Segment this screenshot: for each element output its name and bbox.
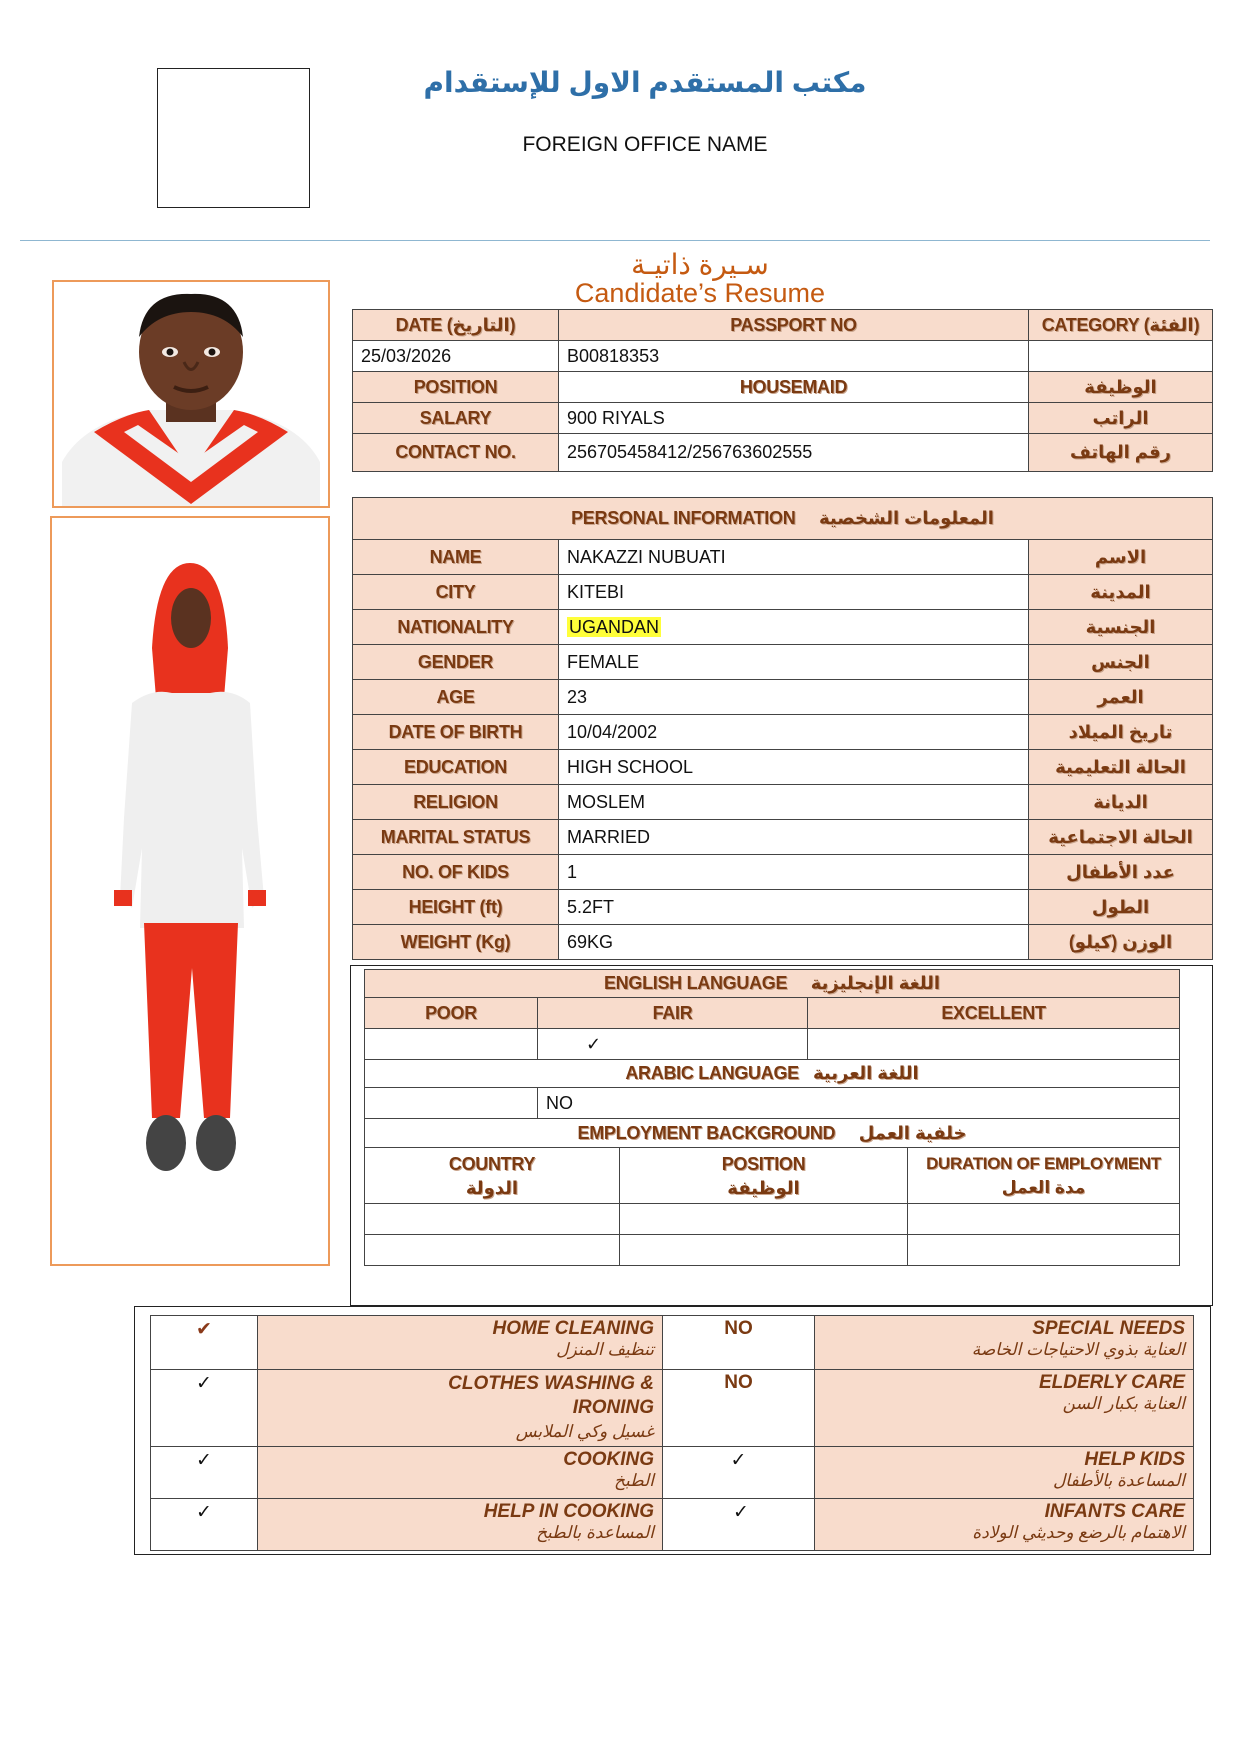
arabic-language-heading-en: ARABIC LANGUAGE	[625, 1063, 799, 1083]
personal-info-table	[352, 497, 1213, 960]
date-header: DATE (التاريخ)	[353, 310, 559, 341]
personal-info-heading-en: PERSONAL INFORMATION	[571, 508, 796, 528]
country-header	[365, 1148, 620, 1204]
help-kids-ar: المساعدة بالأطفال	[1052, 1471, 1185, 1490]
employment-heading-en: EMPLOYMENT BACKGROUND	[577, 1122, 836, 1143]
weight-label-ar: الوزن (كيلو)	[1029, 925, 1213, 960]
office-name-english: FOREIGN OFFICE NAME	[522, 133, 768, 156]
cooking-en: COOKING	[563, 1449, 654, 1470]
emp-country-cell	[365, 1235, 620, 1266]
emp-duration-cell	[908, 1204, 1180, 1235]
resume-title-english: Candidate’s Resume	[574, 278, 826, 308]
employment-heading	[365, 1119, 1180, 1148]
marital-status-label: MARITAL STATUS	[353, 820, 559, 855]
elderly-care-en: ELDERLY CARE	[1038, 1372, 1185, 1393]
dob-label: DATE OF BIRTH	[353, 715, 559, 750]
special-needs-mark: NO	[663, 1316, 815, 1370]
table-row	[353, 715, 1213, 750]
help-cooking-ar: المساعدة بالطبخ	[536, 1523, 654, 1542]
table-row	[353, 890, 1213, 925]
contact-label-ar: رقم الهاتف	[1029, 434, 1213, 472]
arabic-language-empty	[365, 1088, 538, 1119]
education-label-ar: الحالة التعليمية	[1029, 750, 1213, 785]
name-label: NAME	[353, 540, 559, 575]
help-cooking-mark: ✓	[151, 1499, 258, 1551]
weight-value: 69KG	[559, 925, 1029, 960]
age-label: AGE	[353, 680, 559, 715]
clothes-washing-label	[258, 1370, 663, 1447]
city-label-ar: المدينة	[1029, 575, 1213, 610]
infants-care-mark: ✓	[663, 1499, 815, 1551]
country-header-ar: الدولة	[465, 1177, 519, 1198]
dob-label-ar: تاريخ الميلاد	[1029, 715, 1213, 750]
date-value: 25/03/2026	[353, 341, 559, 372]
home-cleaning-mark: ✔	[151, 1316, 258, 1370]
height-label: HEIGHT (ft)	[353, 890, 559, 925]
elderly-care-mark: NO	[663, 1370, 815, 1447]
table-row	[353, 820, 1213, 855]
education-value: HIGH SCHOOL	[559, 750, 1029, 785]
education-label: EDUCATION	[353, 750, 559, 785]
fair-mark: ✓	[538, 1029, 808, 1060]
country-header-en: COUNTRY	[448, 1153, 536, 1174]
summary-table	[352, 309, 1213, 472]
full-body-photo	[50, 516, 330, 1266]
table-row	[365, 1235, 1180, 1266]
nationality-label-ar: الجنسية	[1029, 610, 1213, 645]
elderly-care-ar: العناية بكبار السن	[1062, 1394, 1185, 1413]
religion-value: MOSLEM	[559, 785, 1029, 820]
help-kids-en: HELP KIDS	[1084, 1449, 1185, 1470]
table-row	[353, 645, 1213, 680]
religion-label-ar: الديانة	[1029, 785, 1213, 820]
age-value: 23	[559, 680, 1029, 715]
infants-care-ar: الاهتمام بالرضع وحديثي الولادة	[972, 1523, 1185, 1542]
city-label: CITY	[353, 575, 559, 610]
fair-label: FAIR	[538, 998, 808, 1029]
age-label-ar: العمر	[1029, 680, 1213, 715]
portrait-photo-illustration	[54, 282, 328, 506]
emp-position-cell	[620, 1204, 908, 1235]
kids-label: NO. OF KIDS	[353, 855, 559, 890]
category-header: CATEGORY (الفئة)	[1029, 310, 1213, 341]
marital-status-value: MARRIED	[559, 820, 1029, 855]
clothes-washing-en: CLOTHES WASHING & IRONING	[448, 1373, 654, 1418]
emp-country-cell	[365, 1204, 620, 1235]
employment-heading-ar: خلفية العمل	[858, 1122, 967, 1143]
table-row	[353, 610, 1213, 645]
home-cleaning-en: HOME CLEANING	[492, 1318, 654, 1339]
name-label-ar: الاسم	[1029, 540, 1213, 575]
arabic-language-heading-ar: اللغة العربية	[812, 1063, 919, 1083]
height-label-ar: الطول	[1029, 890, 1213, 925]
height-value: 5.2FT	[559, 890, 1029, 925]
table-row	[353, 855, 1213, 890]
table-row	[151, 1316, 1194, 1370]
english-language-heading	[365, 970, 1180, 998]
emp-position-cell	[620, 1235, 908, 1266]
help-cooking-en: HELP IN COOKING	[483, 1501, 654, 1522]
skills-table	[150, 1315, 1194, 1551]
arabic-language-value: NO	[538, 1088, 1180, 1119]
dob-value: 10/04/2002	[559, 715, 1029, 750]
help-cooking-label	[258, 1499, 663, 1551]
duration-header	[908, 1148, 1180, 1204]
english-language-heading-ar: اللغة الإنجليزية	[810, 973, 941, 993]
emp-position-header	[620, 1148, 908, 1204]
name-value: NAKAZZI NUBUATI	[559, 540, 1029, 575]
table-row	[353, 750, 1213, 785]
duration-header-en: DURATION OF EMPLOYMENT	[926, 1153, 1161, 1173]
passport-value: B00818353	[559, 341, 1029, 372]
elderly-care-label	[815, 1370, 1194, 1447]
category-value	[1029, 341, 1213, 372]
duration-header-ar: مدة العمل	[1001, 1177, 1086, 1197]
personal-info-heading-ar: المعلومات الشخصية	[818, 508, 994, 528]
passport-header: PASSPORT NO	[559, 310, 1029, 341]
cooking-label	[258, 1447, 663, 1499]
emp-position-header-en: POSITION	[721, 1153, 806, 1174]
help-kids-label	[815, 1447, 1194, 1499]
cooking-mark: ✓	[151, 1447, 258, 1499]
infants-care-label	[815, 1499, 1194, 1551]
table-row	[353, 540, 1213, 575]
gender-label-ar: الجنس	[1029, 645, 1213, 680]
english-language-heading-en: ENGLISH LANGUAGE	[603, 973, 788, 993]
help-kids-mark: ✓	[663, 1447, 815, 1499]
clothes-washing-mark: ✓	[151, 1370, 258, 1447]
special-needs-ar: العناية بذوي الاحتياجات الخاصة	[971, 1340, 1185, 1359]
nationality-value: UGANDAN	[569, 616, 660, 637]
resume-title-arabic: سـيرة ذاتيـة	[631, 249, 769, 280]
home-cleaning-ar: تنظيف المنزل	[556, 1340, 654, 1359]
contact-value: 256705458412/256763602555	[559, 434, 1029, 472]
portrait-photo	[52, 280, 330, 508]
kids-label-ar: عدد الأطفال	[1029, 855, 1213, 890]
weight-label: WEIGHT (Kg)	[353, 925, 559, 960]
kids-value: 1	[559, 855, 1029, 890]
language-table	[364, 969, 1180, 1266]
excellent-mark	[808, 1029, 1180, 1060]
nationality-cell	[559, 610, 1029, 645]
position-label-ar: الوظيفة	[1029, 372, 1213, 403]
special-needs-label	[815, 1316, 1194, 1370]
table-row	[151, 1447, 1194, 1499]
table-row	[353, 925, 1213, 960]
position-value: HOUSEMAID	[559, 372, 1029, 403]
excellent-label: EXCELLENT	[808, 998, 1180, 1029]
emp-duration-cell	[908, 1235, 1180, 1266]
cooking-ar: الطبخ	[614, 1471, 654, 1490]
table-row	[353, 680, 1213, 715]
position-label: POSITION	[353, 372, 559, 403]
city-value: KITEBI	[559, 575, 1029, 610]
table-row	[151, 1499, 1194, 1551]
special-needs-en: SPECIAL NEEDS	[1032, 1318, 1185, 1339]
table-row	[365, 1204, 1180, 1235]
nationality-label: NATIONALITY	[353, 610, 559, 645]
office-name-arabic: مكتب المستقدم الاول للإستقدام	[423, 67, 867, 98]
marital-status-label-ar: الحالة الاجتماعية	[1029, 820, 1213, 855]
table-row	[151, 1370, 1194, 1447]
gender-value: FEMALE	[559, 645, 1029, 680]
contact-label: CONTACT NO.	[353, 434, 559, 472]
poor-mark	[365, 1029, 538, 1060]
clothes-washing-ar: غسيل وكي الملابس	[515, 1422, 654, 1441]
table-row	[353, 575, 1213, 610]
full-body-photo-illustration	[52, 518, 328, 1264]
salary-value: 900 RIYALS	[559, 403, 1029, 434]
personal-info-heading	[353, 498, 1213, 540]
emp-position-header-ar: الوظيفة	[727, 1177, 800, 1198]
table-row	[353, 785, 1213, 820]
header-divider	[20, 240, 1210, 241]
salary-label-ar: الراتب	[1029, 403, 1213, 434]
infants-care-en: INFANTS CARE	[1044, 1501, 1185, 1522]
poor-label: POOR	[365, 998, 538, 1029]
salary-label: SALARY	[353, 403, 559, 434]
religion-label: RELIGION	[353, 785, 559, 820]
gender-label: GENDER	[353, 645, 559, 680]
home-cleaning-label	[258, 1316, 663, 1370]
office-logo-placeholder	[157, 68, 310, 208]
arabic-language-heading	[365, 1060, 1180, 1088]
